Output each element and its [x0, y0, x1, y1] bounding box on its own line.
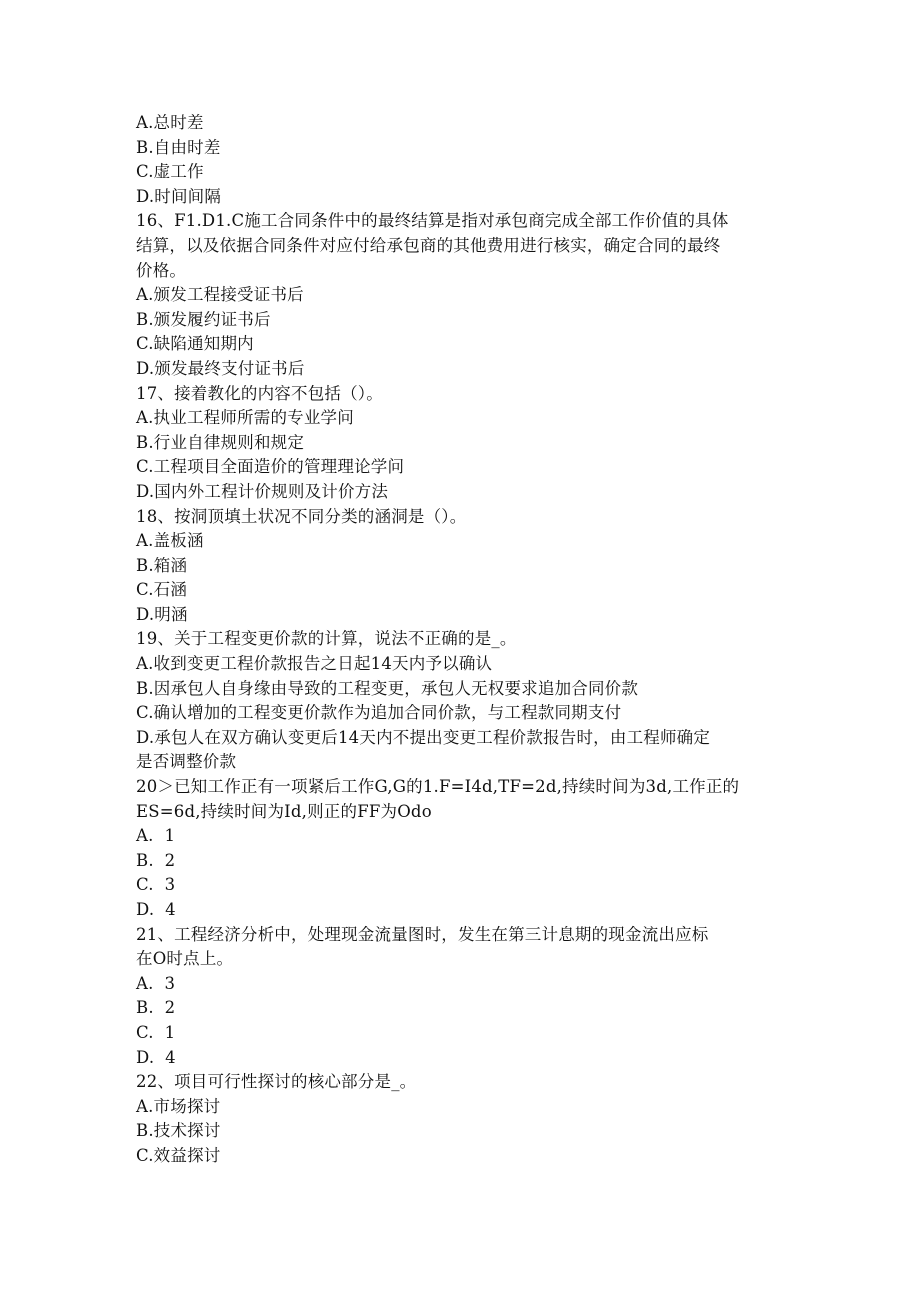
question-16-option-b: B.颁发履约证书后 — [136, 309, 271, 329]
question-18-option-a: A.盖板涵 — [136, 531, 204, 551]
question-16-option-d: D.颁发最终支付证书后 — [136, 358, 305, 378]
option-a: A.总时差 — [136, 113, 204, 132]
question-18: 18、按洞顶填土状况不同分类的涵洞是（）。 — [136, 506, 467, 526]
question-21-option-c: C. 1 — [136, 1022, 176, 1042]
question-22: 22、项目可行性探讨的核心部分是_。 — [136, 1072, 417, 1092]
option-b: B.自由时差 — [136, 137, 221, 157]
option-d: D.时间间隔 — [136, 186, 222, 206]
question-21-line-1: 21、工程经济分析中，处理现金流量图时，发生在第三计息期的现金流出应标 — [136, 924, 709, 944]
question-16-option-c: C.缺陷通知期内 — [136, 334, 254, 354]
question-22-option-c: C.效益探讨 — [136, 1145, 221, 1165]
question-17: 17、接着教化的内容不包括（）。 — [136, 383, 383, 403]
question-19: 19、关于工程变更价款的计算，说法不正确的是_。 — [136, 629, 517, 649]
question-20-option-d: D. 4 — [136, 900, 176, 919]
question-17-option-d: D.国内外工程计价规则及计价方法 — [136, 481, 389, 501]
question-20-option-c: C. 3 — [136, 875, 176, 895]
question-20-option-a: A. 1 — [136, 826, 176, 846]
question-17-option-c: C.工程项目全面造价的管理理论学问 — [136, 457, 405, 477]
question-21-option-b: B. 2 — [136, 998, 176, 1018]
question-18-option-b: B.箱涵 — [136, 555, 188, 575]
question-19-option-b: B.因承包人自身缘由导致的工程变更，承包人无权要求追加合同价款 — [136, 678, 639, 698]
question-16-line-3: 价格。 — [136, 260, 187, 280]
question-21-option-d: D. 4 — [136, 1047, 176, 1067]
question-20-line-1: 20＞已知工作正有一项紧后工作G,G的1.F=I4d,TF=2d,持续时间为3d,工作正的 — [136, 777, 740, 797]
question-21-option-a: A. 3 — [136, 973, 176, 993]
question-19-option-c: C.确认增加的工程变更价款作为追加合同价款，与工程款同期支付 — [136, 703, 622, 723]
option-c: C.虚工作 — [136, 162, 204, 182]
question-20-option-b: B. 2 — [136, 850, 176, 870]
question-17-option-b: B.行业自律规则和规定 — [136, 432, 305, 452]
question-19-option-d-line-1: D.承包人在双方确认变更后14天内不提出变更工程价款报告时，由工程师确定 — [136, 727, 711, 747]
question-22-option-a: A.市场探讨 — [136, 1096, 221, 1116]
question-17-option-a: A.执业工程师所需的专业学问 — [136, 408, 354, 428]
question-16-option-a: A.颁发工程接受证书后 — [136, 285, 304, 305]
question-19-option-d-line-2: 是否调整价款 — [136, 752, 237, 772]
question-19-option-a: A.收到变更工程价款报告之日起14天内予以确认 — [136, 654, 493, 674]
question-21-line-2: 在O时点上。 — [136, 949, 234, 969]
question-22-option-b: B.技术探讨 — [136, 1121, 221, 1141]
question-16-line-2: 结算，以及依据合同条件对应付给承包商的其他费用进行核实，确定合同的最终 — [136, 235, 721, 255]
document-body — [136, 111, 786, 1169]
question-18-option-d: D.明涵 — [136, 604, 188, 624]
question-20-line-2: ES=6d,持续时间为Id,则正的FF为Odo — [136, 801, 432, 821]
question-16-line-1: 16、F1.D1.C施工合同条件中的最终结算是指对承包商完成全部工作价值的具体 — [136, 211, 729, 231]
question-18-option-c: C.石涵 — [136, 580, 188, 600]
